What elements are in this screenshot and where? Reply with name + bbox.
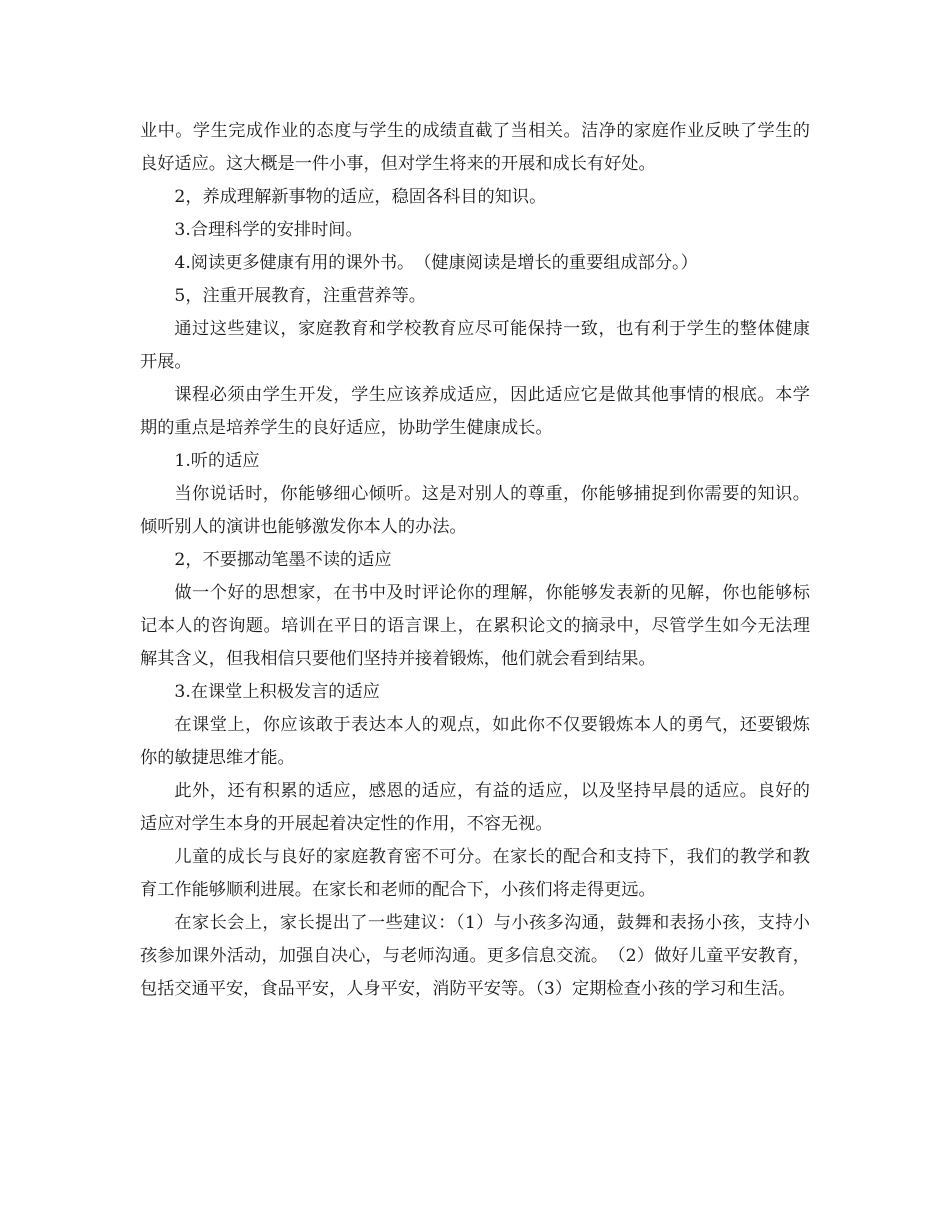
paragraph-item-4-reading: 4.阅读更多健康有用的课外书。 （健康阅读是增长的重要组成部分。） bbox=[174, 253, 698, 273]
paragraph-parent-meeting-suggestions: 在家长会上，家长提出了一些建议：（1）与小孩多沟通，鼓舞和表扬小孩，支持小孩参加课外活动，加强自决心，与老师沟通。更多信息交流。 （2）做好儿童平安教育，包括交通平安，食品平安，人身平安，消防平安等。（3）定期检查小孩的学习和生活。 bbox=[140, 913, 810, 999]
paragraph-item-2-new-things: 2，养成理解新事物的适应，稳固各科目的知识。 bbox=[174, 187, 547, 207]
paragraph-reading-with-pen-habit: 做一个好的思想家，在书中及时评论你的理解，你能够发表新的见解，你也能够标记本人的咨询题。培训在平日的语言课上，在累积论文的摘录中，尽管学生如今无法理解其含义，但我相信只要他们坚持并接着锻炼，他们就会看到结果。 bbox=[140, 583, 810, 669]
paragraph-other-habits: 此外，还有积累的适应，感恩的适应，有益的适应，以及坚持早晨的适应。良好的适应对学生本身的开展起着决定性的作用，不容无视。 bbox=[140, 781, 810, 834]
heading-listening-habit: 1.听的适应 bbox=[174, 451, 260, 471]
paragraph-curriculum-focus: 课程必须由学生开发，学生应该养成适应，因此适应它是做其他事情的根底。本学期的重点是培养学生的良好适应，协助学生健康成长。 bbox=[140, 385, 810, 438]
heading-speaking-in-class-habit: 3.在课堂上积极发言的适应 bbox=[174, 682, 380, 702]
paragraph-listening-habit: 当你说话时，你能够细心倾听。这是对别人的尊重，你能够捕捉到你需要的知识。倾听别人的演讲也能够激发你本人的办法。 bbox=[140, 484, 810, 537]
paragraph-family-education: 儿童的成长与良好的家庭教育密不可分。在家长的配合和支持下，我们的教学和教育工作能够顺利进展。在家长和老师的配合下，小孩们将走得更远。 bbox=[140, 847, 810, 900]
paragraph-item-3-time: 3.合理科学的安排时间。 bbox=[174, 220, 363, 240]
paragraph-suggestions-summary: 通过这些建议，家庭教育和学校教育应尽可能保持一致，也有利于学生的整体健康开展。 bbox=[140, 319, 810, 372]
document-body bbox=[140, 115, 810, 1006]
heading-reading-with-pen-habit: 2，不要挪动笔墨不读的适应 bbox=[174, 550, 392, 570]
paragraph-item-5-nutrition: 5，注重开展教育，注重营养等。 bbox=[174, 286, 426, 306]
paragraph-homework-attitude: 业中。学生完成作业的态度与学生的成绩直截了当相关。洁净的家庭作业反映了学生的良好适应。这大概是一件小事，但对学生将来的开展和成长有好处。 bbox=[140, 121, 810, 174]
paragraph-speaking-in-class-habit: 在课堂上，你应该敢于表达本人的观点，如此你不仅要锻炼本人的勇气，还要锻炼你的敏捷思维才能。 bbox=[140, 715, 810, 768]
